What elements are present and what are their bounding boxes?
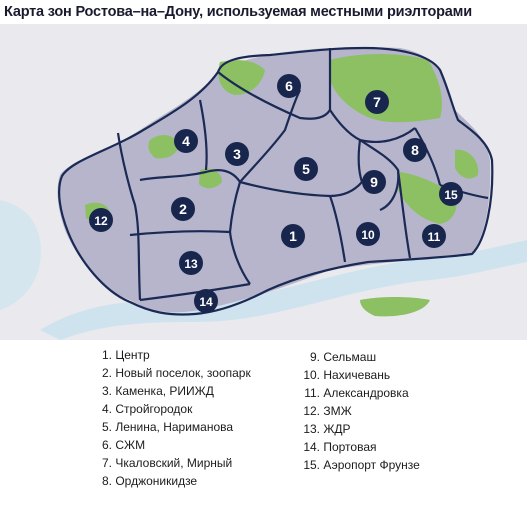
zone-marker-1	[281, 224, 305, 248]
legend-item: 9. Сельмаш	[309, 350, 377, 364]
zone-marker-2	[171, 197, 195, 221]
legend-item: 8. Орджоникидзе	[101, 474, 198, 488]
legend-item: 5. Ленина, Нариманова	[101, 420, 234, 434]
svg-text:2: 2	[179, 201, 187, 217]
legend-item: 3. Каменка, РИИЖД	[101, 384, 214, 398]
svg-text:1: 1	[289, 228, 297, 244]
zone-marker-3	[225, 142, 249, 166]
svg-text:13: 13	[184, 257, 198, 271]
zone-marker-15	[439, 182, 463, 206]
map-title: Карта зон Ростова–на–Дону, используемая местными риэлторами	[4, 4, 472, 20]
zone-marker-12	[89, 208, 113, 232]
legend-item: 10. Нахичевань	[303, 368, 391, 382]
svg-text:4: 4	[182, 133, 190, 149]
svg-text:7: 7	[373, 94, 381, 110]
zone-marker-10	[356, 222, 380, 246]
legend-item: 12. ЗМЖ	[303, 404, 352, 418]
legend-item: 4. Стройгородок	[101, 402, 193, 416]
zone-marker-4	[174, 129, 198, 153]
legend-item: 7. Чкаловский, Мирный	[101, 456, 233, 470]
legend-item: 14. Портовая	[303, 440, 377, 454]
zone-marker-7	[365, 90, 389, 114]
zone-legend	[0, 340, 527, 506]
svg-text:10: 10	[361, 228, 375, 242]
legend-item: 13. ЖДР	[303, 422, 351, 436]
zone-marker-6	[277, 74, 301, 98]
zone-marker-5	[294, 157, 318, 181]
svg-text:6: 6	[285, 78, 293, 94]
svg-text:5: 5	[302, 161, 310, 177]
legend-item: 6. СЖМ	[101, 438, 146, 452]
legend-item: 2. Новый поселок, зоопарк	[101, 366, 251, 380]
zone-map	[0, 24, 527, 340]
zone-marker-9	[362, 170, 386, 194]
svg-text:12: 12	[94, 214, 108, 228]
svg-text:3: 3	[233, 146, 241, 162]
legend-item: 11. Александровка	[304, 386, 409, 400]
legend-item: 1. Центр	[101, 348, 150, 362]
zone-marker-14	[194, 289, 218, 313]
svg-text:14: 14	[199, 295, 213, 309]
zone-marker-11	[422, 224, 446, 248]
svg-text:15: 15	[444, 188, 458, 202]
legend-item: 15. Аэропорт Фрунзе	[303, 458, 420, 472]
svg-text:9: 9	[370, 174, 378, 190]
zone-marker-8	[403, 138, 427, 162]
svg-text:8: 8	[411, 142, 419, 158]
svg-text:11: 11	[427, 230, 441, 244]
zone-marker-13	[179, 251, 203, 275]
